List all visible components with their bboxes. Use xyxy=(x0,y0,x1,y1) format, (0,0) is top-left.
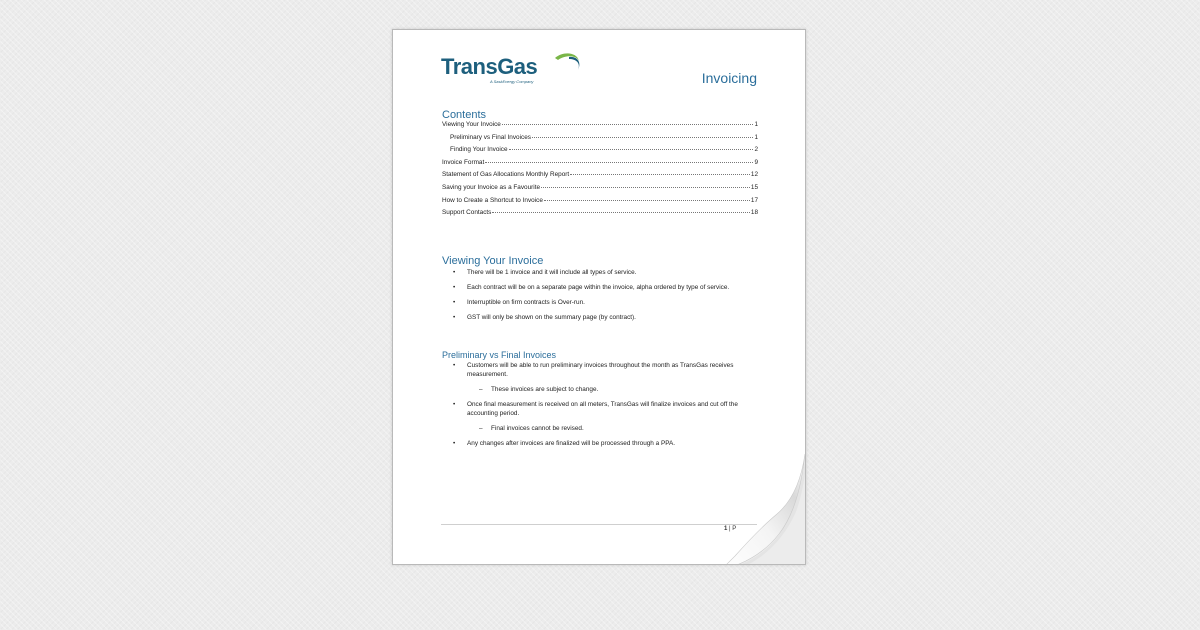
sub-list-item: – These invoices are subject to change. xyxy=(453,385,753,394)
toc-dot-leader xyxy=(570,174,750,175)
toc-entry-label: Support Contacts xyxy=(442,209,492,217)
toc-entry[interactable] xyxy=(442,121,758,134)
list-item: • Interruptible on firm contracts is Over-run. xyxy=(453,298,753,307)
toc-entry[interactable] xyxy=(442,184,758,197)
page-curl-icon[interactable] xyxy=(721,442,806,565)
viewing-invoice-list xyxy=(453,268,753,328)
preliminary-final-list xyxy=(453,361,753,454)
toc-entry[interactable] xyxy=(442,159,758,172)
toc-entry-label: Finding Your Invoice xyxy=(450,146,508,154)
toc-entry-page: 2 xyxy=(754,146,758,154)
logo-wordmark: TransGas xyxy=(441,54,538,79)
page-number-separator: | P xyxy=(727,526,737,532)
toc-entry-page: 15 xyxy=(750,183,758,191)
list-item: • Each contract will be on a separate page within the invoice, alpha ordered by type of service. xyxy=(453,283,753,292)
transgas-logo xyxy=(441,52,561,88)
toc-dot-leader xyxy=(541,187,750,188)
toc-dot-leader xyxy=(485,162,753,163)
toc-entry[interactable] xyxy=(442,171,758,184)
list-item: • GST will only be shown on the summary page (by contract). xyxy=(453,313,753,322)
list-item: • Any changes after invoices are finalized will be processed through a PPA. xyxy=(453,439,753,448)
viewing-invoice-heading: Viewing Your Invoice xyxy=(442,255,544,267)
document-title: Invoicing xyxy=(701,70,757,86)
preliminary-final-heading: Preliminary vs Final Invoices xyxy=(442,350,557,360)
toc-entry-page: 9 xyxy=(754,158,758,166)
toc-entry[interactable] xyxy=(442,146,758,159)
list-item: • There will be 1 invoice and it will include all types of service. xyxy=(453,268,753,277)
toc-entry-label: Viewing Your Invoice xyxy=(442,121,501,128)
logo-swoosh-icon xyxy=(533,52,603,78)
toc-entry[interactable] xyxy=(442,209,758,222)
toc-dot-leader xyxy=(492,212,750,213)
toc-entry-page: 1 xyxy=(754,133,758,141)
toc-entry-label: Invoice Format xyxy=(442,158,485,166)
toc-entry-page: 1 xyxy=(754,121,758,128)
list-item: • Customers will be able to run preliminary invoices throughout the month as TransGas receives measurement. xyxy=(453,361,753,379)
toc-entry-page: 18 xyxy=(750,209,758,217)
page-number: 1 xyxy=(724,526,728,532)
footer-divider xyxy=(441,524,757,525)
contents-heading: Contents xyxy=(442,109,487,121)
list-item: • Once final measurement is received on all meters, TransGas will finalize invoices and cut off the accounting period. xyxy=(453,400,753,418)
toc-entry[interactable] xyxy=(442,134,758,147)
toc-entry-label: Saving your Invoice as a Favourite xyxy=(442,183,541,191)
sub-list-item: – Final invoices cannot be revised. xyxy=(453,424,753,433)
toc-dot-leader xyxy=(502,124,754,125)
toc-dot-leader xyxy=(509,149,754,150)
toc-entry-page: 12 xyxy=(750,171,758,179)
toc-dot-leader xyxy=(544,200,750,201)
toc-entry-page: 17 xyxy=(750,196,758,204)
toc-entry[interactable] xyxy=(442,197,758,210)
toc-entry-label: Statement of Gas Allocations Monthly Report xyxy=(442,171,570,179)
table-of-contents xyxy=(442,121,758,222)
toc-dot-leader xyxy=(532,137,753,138)
toc-entry-label: Preliminary vs Final Invoices xyxy=(450,133,531,141)
document-page xyxy=(392,29,806,565)
logo-tagline: A SaskEnergy Company xyxy=(490,79,534,84)
toc-entry-label: How to Create a Shortcut to Invoice xyxy=(442,196,543,204)
